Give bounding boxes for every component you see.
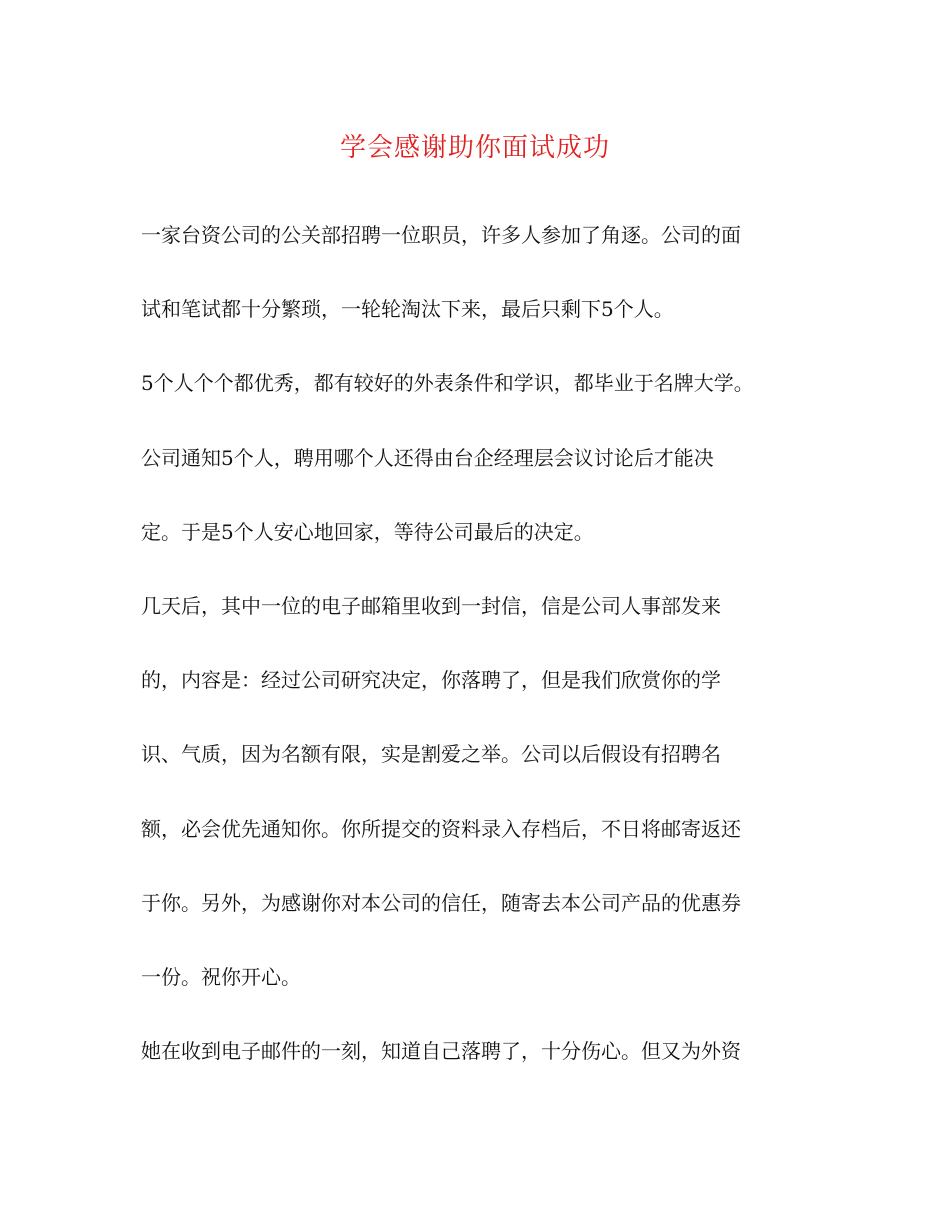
text-line-3: 5个人个个都优秀，都有较好的外表条件和学识，都毕业于名牌大学。 bbox=[141, 371, 754, 396]
text-line-11: 一份。祝你开心。 bbox=[141, 964, 301, 989]
page-title: 学会感谢助你面试成功 bbox=[339, 133, 610, 163]
text-line-4: 公司通知5个人，聘用哪个人还得由台企经理层会议讨论后才能决 bbox=[141, 445, 714, 470]
text-line-6: 几天后，其中一位的电子邮箱里收到一封信，信是公司人事部发来 bbox=[141, 593, 721, 618]
article-body bbox=[141, 212, 821, 1102]
text-line-9: 额，必会优先通知你。你所提交的资料录入存档后，不日将邮寄返还 bbox=[141, 816, 741, 841]
text-line-1: 一家台资公司的公关部招聘一位职员，许多人参加了角逐。公司的面 bbox=[141, 223, 741, 247]
text-line-10: 于你。另外，为感谢你对本公司的信任，随寄去本公司产品的优惠券 bbox=[141, 890, 741, 915]
text-line-2: 试和笔试都十分繁琐，一轮轮淘汰下来，最后只剩下5个人。 bbox=[141, 297, 674, 322]
text-line-5: 定。于是5个人安心地回家，等待公司最后的决定。 bbox=[141, 519, 594, 544]
text-line-12: 她在收到电子邮件的一刻，知道自己落聘了，十分伤心。但又为外资 bbox=[141, 1039, 741, 1064]
text-line-7: 的，内容是：经过公司研究决定，你落聘了，但是我们欣赏你的学 bbox=[141, 668, 721, 693]
text-line-8: 识、气质，因为名额有限，实是割爱之举。公司以后假设有招聘名 bbox=[141, 742, 721, 767]
